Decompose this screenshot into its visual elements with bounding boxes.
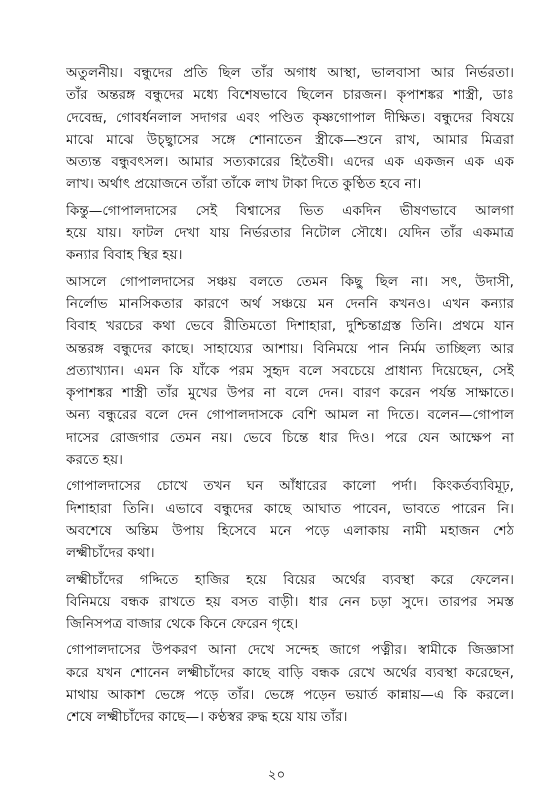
page-number: ২০ [267,767,286,783]
text-line: আসলে গোপালদাসের সঞ্চয় বলতে তেমন কিছু ছিল না। সৎ, উদাসী, [66,273,514,290]
text-line: অবশেষে অন্তিম উপায় হিসেবে মনে পড়ে এলাকায় নামী মহাজন শেঠ [66,522,514,539]
text-line: করে যখন শোনেন লক্ষ্মীচাঁদের কাছে বাড়ি বন্ধক রেখে অর্থের ব্যবস্থা করেছেন, [66,664,514,681]
text-line: অত্যন্ত বন্ধুবৎসল। আমার সত্যকারের হিতৈষী। এদের এক একজন এক এক [66,154,514,171]
text-line: নির্লোভ মানসিকতার কারণে অর্থ সঞ্চয়ে মন দেননি কখনও। এখন কন্যার [66,295,514,312]
text-line: জিনিসপত্র বাজার থেকে কিনে ফেরেন গৃহে। [66,616,299,633]
paragraph [66,200,514,267]
paragraph [66,475,514,564]
text-line: মাঝে মাঝে উচ্ছ্বাসের সঙ্গে শোনাতেন স্ত্রীকে—শুনে রাখ, আমার মিত্ররা [66,131,514,148]
text-line: দেবেন্দ্র, গোবর্ধনলাল সদাগর এবং পণ্ডিত কৃষ্ণগোপাল দীক্ষিত। বন্ধুদের বিষয়ে [66,109,514,126]
text-line: করতে হয়। [66,452,123,469]
body-text [66,62,514,729]
text-line: অতুলনীয়। বন্ধুদের প্রতি ছিল তাঁর অগাধ আস্থা, ভালবাসা আর নির্ভরতা। [66,65,514,81]
paragraph [66,271,514,472]
text-line: গোপালদাসের চোখে তখন ঘন আঁধারের কালো পর্দা। কিংকর্তব্যবিমূঢ়, [66,478,514,495]
text-line: তাঁর অন্তরঙ্গ বন্ধুদের মধ্যে বিশেষভাবে ছিলেন চারজন। কৃপাশঙ্কর শাস্ত্রী, ডাঃ [66,87,514,104]
text-line: অন্তরঙ্গ বন্ধুদের কাছে। সাহায্যের আশায়। বিনিময়ে পান নির্মম তাচ্ছিল্য আর [66,340,514,357]
text-line: শেষে লক্ষ্মীচাঁদের কাছে—। কণ্ঠস্বর রুদ্ধ হয়ে যায় তাঁর। [66,709,348,726]
text-line: লাখ। অর্থাৎ প্রয়োজনে তাঁরা তাঁকে লাখ টাকা দিতে কুণ্ঠিত হবে না। [66,176,422,193]
text-line: লক্ষ্মীচাঁদের কথা। [66,545,155,562]
text-line: লক্ষ্মীচাঁদের গদ্দিতে হাজির হয়ে বিয়ের অর্থের ব্যবস্থা করে ফেলেন। [66,571,514,588]
text-line: মাথায় আকাশ ভেঙ্গে পড়ে তাঁর। ভেঙ্গে পড়েন ভয়ার্ত কান্নায়—এ কি করলে। [66,687,514,704]
text-line: দিশাহারা তিনি। এভাবে বন্ধুদের কাছে আঘাত পাবেন, ভাবতে পারেন নি। [66,500,514,517]
paragraph [66,639,514,728]
text-line: কন্যার বিবাহ স্থির হয়। [66,247,183,264]
text-line: কৃপাশঙ্কর শাস্ত্রী তাঁর মুখের উপর না বলে দেন। বারণ করেন পর্যন্ত সাক্ষাতে। [66,385,514,402]
text-line: অন্য বন্ধুরের বলে দেন গোপালদাসকে বেশি আমল না দিতে। বলেন—গোপাল [66,407,514,424]
text-line: কিন্তু—গোপালদাসের সেই বিশ্বাসের ভিত একদিন ভীষণভাবে আলগা [66,202,514,219]
text-line: বিনিময়ে বন্ধক রাখতে হয় বসত বাড়ী। ধার নেন চড়া সুদে। তারপর সমস্ত [66,593,514,610]
text-line: হয়ে যায়। ফাটল দেখা যায় নির্ভরতার নিটোল সৌধে। যেদিন তাঁর একমাত্র [66,225,514,242]
text-line: বিবাহ খরচের কথা ভেবে রীতিমতো দিশাহারা, দুশ্চিন্তাগ্রস্ত তিনি। প্রথমে যান [66,318,514,335]
paragraph [66,569,514,636]
text-line: প্রত্যাখ্যান। এমন কি যাঁকে পরম সুহৃদ বলে সবচেয়ে প্রাধান্য দিয়েছেন, সেই [66,362,514,379]
paragraph [66,62,514,196]
text-line: গোপালদাসের উপকরণ আনা দেখে সন্দেহ জাগে পত্নীর। স্বামীকে জিজ্ঞাসা [66,642,514,659]
text-line: দাসের রোজগার তেমন নয়। ভেবে চিন্তে ধার দিও। পরে যেন আক্ষেপ না [66,429,514,446]
